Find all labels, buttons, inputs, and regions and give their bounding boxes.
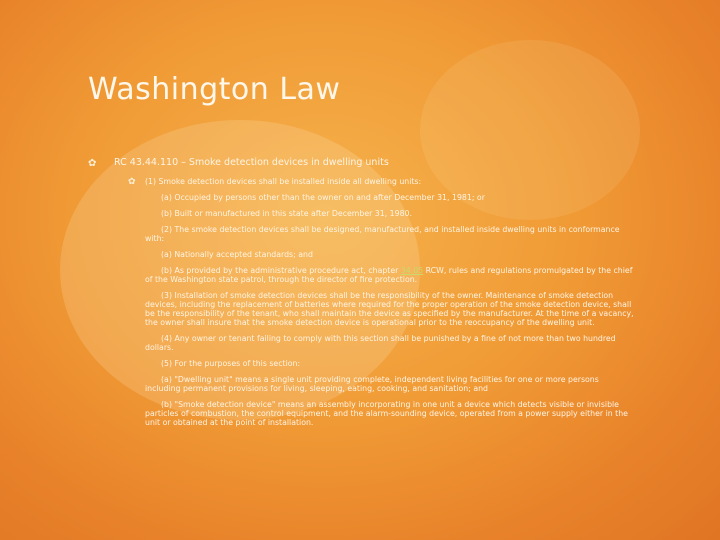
subsection-5b: (b) "Smoke detection device" means an assembly incorporating in one unit a device which detects visible or invisible particles of combustion, the control equipment, and the alarm-sounding device, operated from a power supply either in the unit or obtained at the point of installation. <box>145 400 628 427</box>
subsection-1a: (a) Occupied by persons other than the owner on and after December 31, 1981; or <box>161 193 485 202</box>
subsection-3: (3) Installation of smoke detection devices shall be the responsibility of the owner. Maintenance of smoke detection devices, including the replacement of batteries where required for the proper operation of the smoke detection device, shall be the responsibility of the tenant, who shall maintain the device as specified by the manufacturer. At the time of a vacancy, the owner shall insure that the smoke detection device is operational prior to the reoccupancy of the dwelling unit. <box>145 291 634 327</box>
slide-title: Washington Law <box>88 72 341 107</box>
subsection-2: (2) The smoke detection devices shall be designed, manufactured, and installed inside dwelling units in conformance with: <box>145 225 620 243</box>
subsection-2b-pre: (b) As provided by the administrative procedure act, chapter <box>161 266 401 275</box>
leaf-bullet-icon: ✿ <box>88 158 97 169</box>
subsection-2a: (a) Nationally accepted standards; and <box>161 250 313 259</box>
subsection-5a: (a) "Dwelling unit" means a single unit providing complete, independent living facilities for one or more persons including permanent provisions for living, sleeping, eating, cooking, and sanitation; and <box>145 375 599 393</box>
subsection-5: (5) For the purposes of this section: <box>161 359 301 368</box>
subsection-2b-post: RCW, rules and regulations promulgated by the chief of the Washington state patrol, through the director of fire protection. <box>145 266 633 284</box>
level2-body <box>145 177 635 434</box>
chapter-link[interactable]: 34.05 <box>400 266 424 275</box>
leaf-bullet-icon: ✿ <box>128 177 136 187</box>
subsection-1: (1) Smoke detection devices shall be installed inside all dwelling units: <box>145 177 422 186</box>
subsection-1b: (b) Built or manufactured in this state after December 31, 1980. <box>161 209 413 218</box>
subsection-2b <box>145 266 635 284</box>
level1-bullet-text: RC 43.44.110 – Smoke detection devices in dwelling units <box>114 157 389 168</box>
subsection-4: (4) Any owner or tenant failing to comply with this section shall be punished by a fine of not more than two hundred dollars. <box>145 334 616 352</box>
